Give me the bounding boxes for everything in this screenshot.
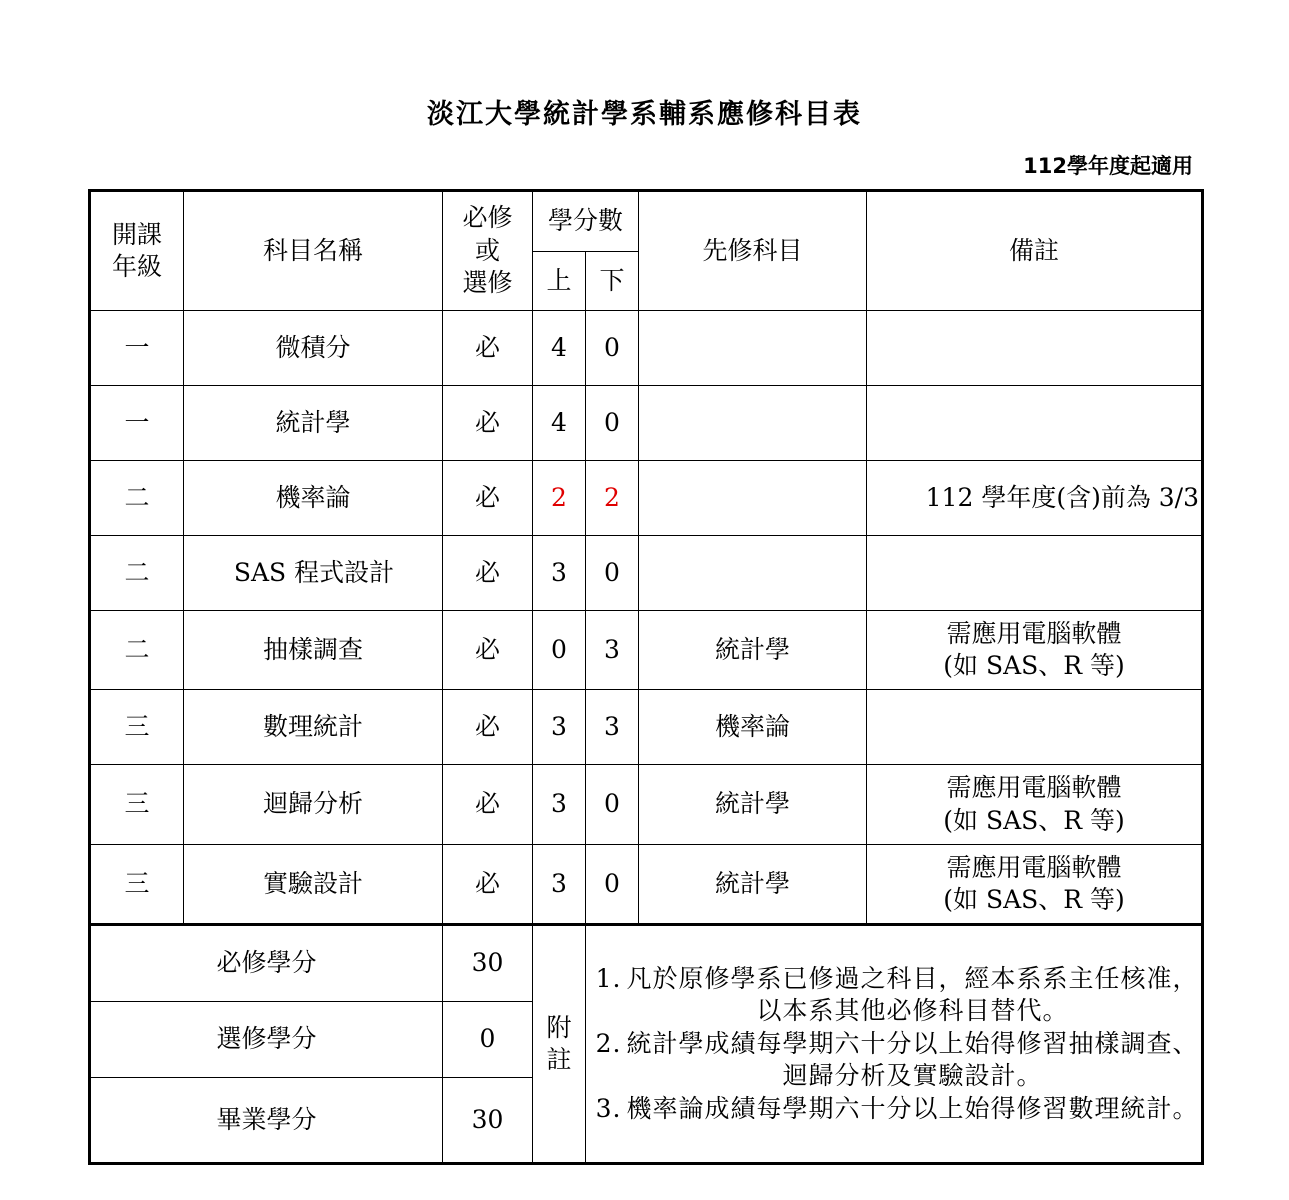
lower-credit-cell: 0	[586, 536, 639, 611]
remark-cell: 需應用電腦軟體 (如 SAS、R 等)	[867, 845, 1203, 925]
table-row	[90, 845, 1203, 925]
applicable-year: 112學年度起適用	[1023, 154, 1193, 178]
summary-row-required	[90, 925, 1203, 1002]
required-credits-value: 30	[443, 925, 533, 1002]
type-cell: 必	[443, 386, 533, 461]
header-course-name: 科目名稱	[184, 191, 443, 311]
prereq-cell: 機率論	[639, 690, 867, 765]
course-name-cell: SAS 程式設計	[184, 536, 443, 611]
lower-credit-cell: 0	[586, 845, 639, 925]
elective-credits-value: 0	[443, 1002, 533, 1078]
remark-cell	[867, 311, 1203, 386]
appendix-note: 1. 凡於原修學系已修過之科目，經本系系主任核准，以本系其他必修科目替代。	[595, 963, 1199, 1026]
remark-cell	[867, 690, 1203, 765]
type-cell: 必	[443, 611, 533, 690]
grade-cell: 二	[90, 461, 184, 536]
table-row	[90, 611, 1203, 690]
upper-credit-cell: 0	[533, 611, 586, 690]
header-row-1	[90, 191, 1203, 252]
remark-cell	[867, 536, 1203, 611]
remark-cell: 需應用電腦軟體 (如 SAS、R 等)	[867, 611, 1203, 690]
upper-credit-cell: 4	[533, 386, 586, 461]
grade-cell: 一	[90, 311, 184, 386]
elective-credits-label: 選修學分	[90, 1002, 443, 1078]
type-cell: 必	[443, 311, 533, 386]
header-lower: 下	[586, 252, 639, 311]
upper-credit-cell: 3	[533, 765, 586, 845]
graduation-credits-value: 30	[443, 1078, 533, 1164]
header-upper: 上	[533, 252, 586, 311]
header-grade: 開課 年級	[90, 191, 184, 311]
lower-credit-cell: 0	[586, 386, 639, 461]
header-required-elective: 必修 或 選修	[443, 191, 533, 311]
appendix-note: 3. 機率論成績每學期六十分以上始得修習數理統計。	[595, 1093, 1199, 1123]
prereq-cell: 統計學	[639, 611, 867, 690]
grade-cell: 三	[90, 690, 184, 765]
course-name-cell: 微積分	[184, 311, 443, 386]
table-row	[90, 690, 1203, 765]
appendix-label: 附 註	[533, 925, 586, 1164]
prereq-cell: 統計學	[639, 845, 867, 925]
table-row	[90, 536, 1203, 611]
page-title: 淡江大學統計學系輔系應修科目表	[427, 99, 862, 130]
remark-cell	[867, 386, 1203, 461]
header-prerequisite: 先修科目	[639, 191, 867, 311]
grade-cell: 三	[90, 845, 184, 925]
grade-cell: 二	[90, 536, 184, 611]
remark-cell: 需應用電腦軟體 (如 SAS、R 等)	[867, 765, 1203, 845]
appendix-note: 2. 統計學成績每學期六十分以上始得修習抽樣調查、迴歸分析及實驗設計。	[595, 1028, 1199, 1091]
upper-credit-cell: 3	[533, 845, 586, 925]
required-credits-label: 必修學分	[90, 925, 443, 1002]
type-cell: 必	[443, 461, 533, 536]
upper-credit-cell: 3	[533, 690, 586, 765]
grade-cell: 二	[90, 611, 184, 690]
grade-cell: 三	[90, 765, 184, 845]
lower-credit-cell: 0	[586, 765, 639, 845]
prereq-cell	[639, 461, 867, 536]
course-name-cell: 實驗設計	[184, 845, 443, 925]
course-name-cell: 抽樣調查	[184, 611, 443, 690]
table-row	[90, 386, 1203, 461]
table-row	[90, 461, 1203, 536]
appendix-notes	[586, 925, 1203, 1164]
grade-cell: 一	[90, 386, 184, 461]
course-name-cell: 數理統計	[184, 690, 443, 765]
prereq-cell: 統計學	[639, 765, 867, 845]
course-table	[88, 189, 1204, 1165]
table-row	[90, 311, 1203, 386]
course-name-cell: 統計學	[184, 386, 443, 461]
prereq-cell	[639, 386, 867, 461]
type-cell: 必	[443, 536, 533, 611]
header-remarks: 備註	[867, 191, 1203, 311]
lower-credit-cell: 3	[586, 690, 639, 765]
graduation-credits-label: 畢業學分	[90, 1078, 443, 1164]
remark-cell: 112 學年度(含)前為 3/3	[867, 461, 1203, 536]
upper-credit-cell: 4	[533, 311, 586, 386]
table-row	[90, 765, 1203, 845]
type-cell: 必	[443, 845, 533, 925]
type-cell: 必	[443, 765, 533, 845]
prereq-cell	[639, 536, 867, 611]
prereq-cell	[639, 311, 867, 386]
lower-credit-cell: 2	[586, 461, 639, 536]
lower-credit-cell: 0	[586, 311, 639, 386]
header-credits: 學分數	[533, 191, 639, 252]
course-name-cell: 機率論	[184, 461, 443, 536]
upper-credit-cell: 2	[533, 461, 586, 536]
type-cell: 必	[443, 690, 533, 765]
lower-credit-cell: 3	[586, 611, 639, 690]
upper-credit-cell: 3	[533, 536, 586, 611]
course-name-cell: 迴歸分析	[184, 765, 443, 845]
